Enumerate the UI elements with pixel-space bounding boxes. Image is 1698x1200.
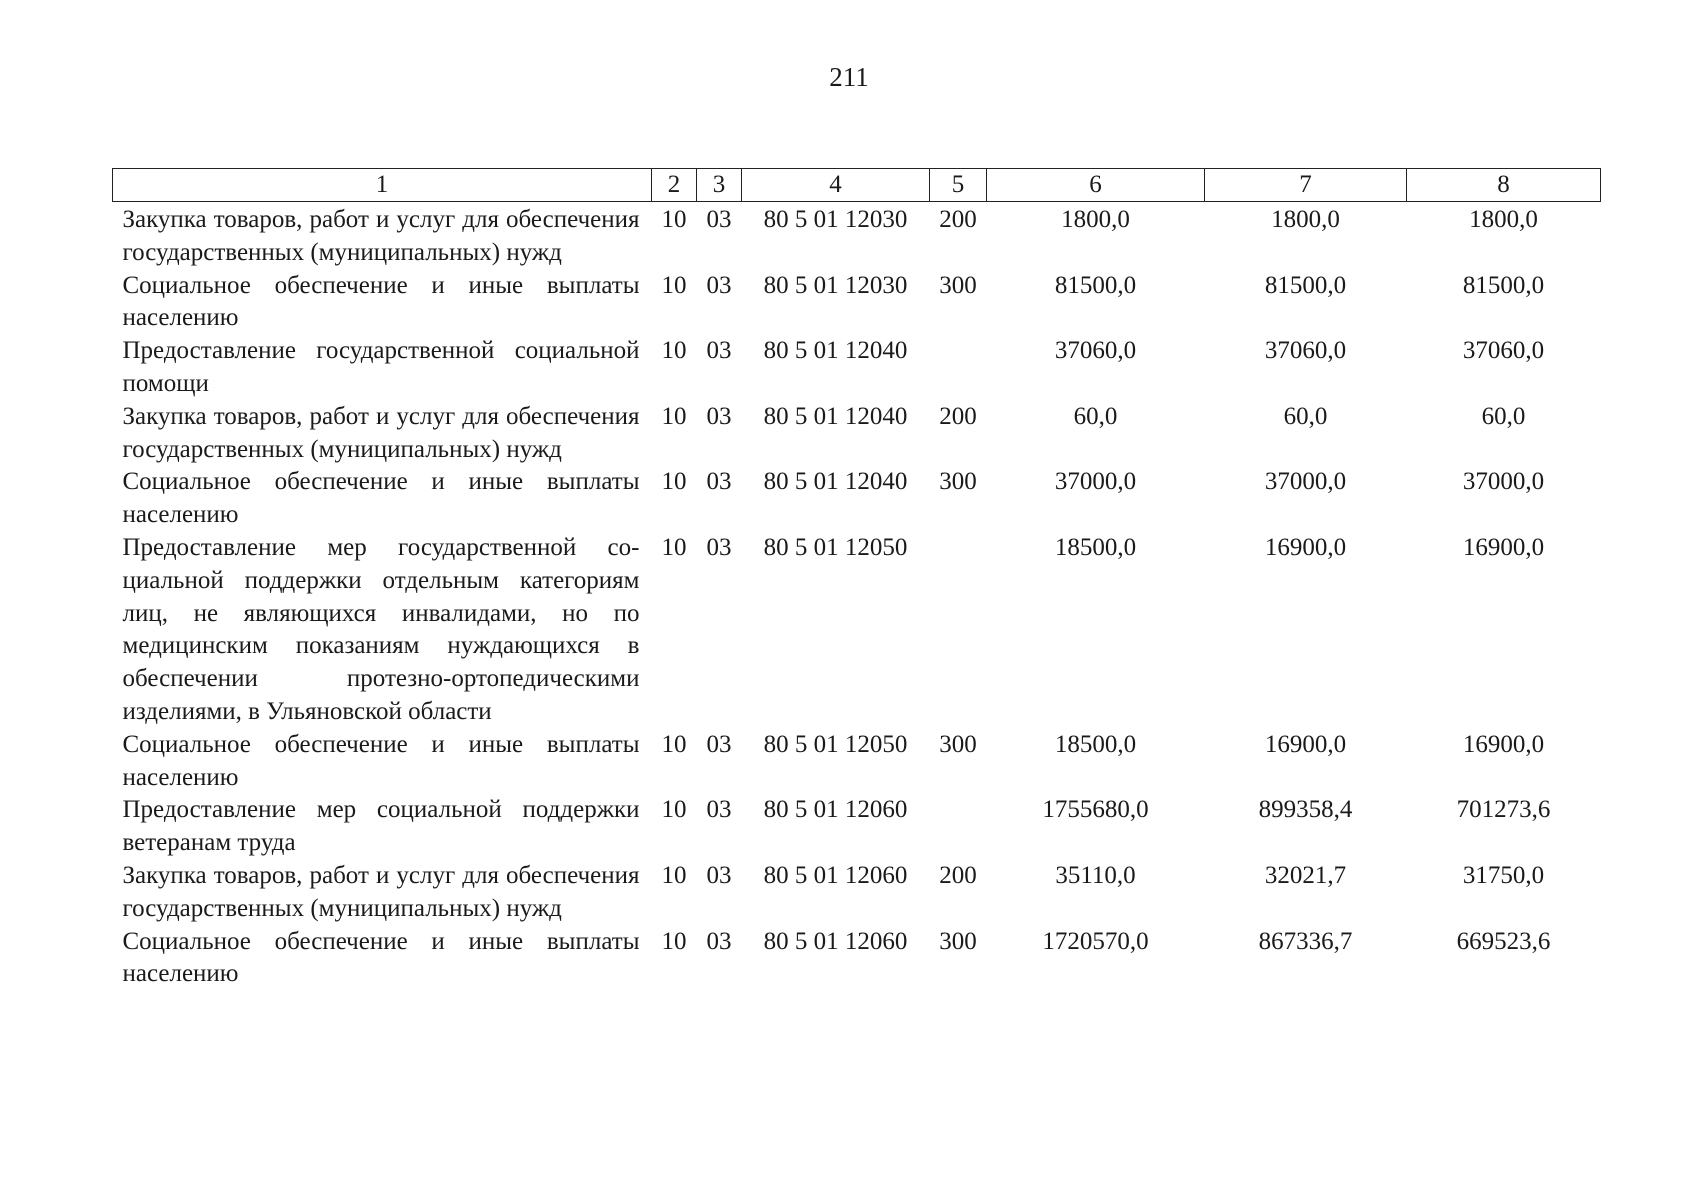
row-section: 10	[661, 796, 687, 824]
row-target-article: 80 5 01 12060	[763, 861, 908, 889]
row-value-col6: 37060,0	[1054, 337, 1137, 365]
row-name: Социальное обеспечение и иные выплаты населению	[122, 730, 640, 791]
row-value-col6: 35110,0	[1055, 861, 1136, 889]
row-value-col6: 18500,0	[1054, 730, 1137, 758]
row-section: 10	[661, 861, 687, 889]
table-row	[113, 466, 1601, 532]
table-row	[113, 532, 1601, 729]
row-value-col8: 669523,6	[1456, 927, 1551, 955]
table-row	[113, 926, 1601, 992]
row-expense-type	[930, 335, 987, 401]
table-row	[113, 860, 1601, 926]
row-subsection: 03	[706, 796, 732, 824]
row-subsection: 03	[706, 533, 732, 561]
row-expense-type	[930, 532, 987, 729]
header-cell-8: 8	[1407, 169, 1601, 202]
row-expense-type: 300	[939, 468, 977, 496]
row-subsection: 03	[706, 927, 732, 955]
row-section: 10	[661, 337, 687, 365]
row-value-col6: 81500,0	[1054, 271, 1137, 299]
table-row	[113, 794, 1601, 860]
row-target-article: 80 5 01 12060	[763, 927, 908, 955]
row-subsection: 03	[706, 206, 732, 233]
row-section: 10	[661, 730, 687, 758]
row-target-article: 80 5 01 12030	[763, 206, 908, 233]
row-value-col6: 37000,0	[1054, 468, 1137, 496]
row-expense-type: 300	[939, 271, 977, 299]
row-value-col8: 37000,0	[1462, 468, 1545, 496]
row-name: Закупка товаров, работ и услуг для обеспечения государственных (муниципальных) нужд	[122, 402, 640, 463]
row-value-col6: 1720570,0	[1042, 927, 1149, 955]
header-cell-3: 3	[697, 169, 742, 202]
row-expense-type: 200	[939, 402, 977, 430]
row-value-col6: 18500,0	[1054, 533, 1137, 561]
row-name: Предоставление мер государственной социальной поддержки отдельным категориям лиц, не являющихся инвалидами, но по медицинским показаниям нуждающихся в обеспечении протезно-ортопедическими изделиями, в Ульяновской области	[122, 533, 640, 725]
row-expense-type: 200	[939, 206, 977, 233]
row-target-article: 80 5 01 12040	[763, 337, 908, 365]
row-name: Закупка товаров, работ и услуг для обеспечения государственных (муниципальных) нужд	[122, 861, 640, 922]
row-target-article: 80 5 01 12040	[763, 402, 908, 430]
header-cell-4: 4	[742, 169, 930, 202]
row-value-col8: 37060,0	[1462, 337, 1545, 365]
row-section: 10	[661, 402, 687, 430]
row-section: 10	[661, 271, 687, 299]
row-value-col6: 60,0	[1073, 402, 1118, 430]
row-name: Предоставление мер социальной поддержки ветеранам труда	[122, 796, 640, 857]
table-row	[113, 729, 1601, 795]
row-expense-type: 300	[939, 730, 977, 758]
page-number: 211	[829, 62, 869, 92]
header-cell-7: 7	[1205, 169, 1407, 202]
row-target-article: 80 5 01 12050	[763, 533, 908, 561]
row-section: 10	[661, 533, 687, 561]
row-section: 10	[661, 206, 687, 233]
row-section: 10	[661, 468, 687, 496]
row-subsection: 03	[706, 730, 732, 758]
row-expense-type: 300	[939, 927, 977, 955]
row-expense-type	[930, 794, 987, 860]
budget-table	[112, 168, 1601, 991]
row-expense-type: 200	[939, 861, 977, 889]
row-value-col7: 81500,0	[1264, 271, 1347, 299]
row-value-col7: 60,0	[1283, 402, 1328, 430]
row-value-col7: 867336,7	[1258, 927, 1353, 955]
row-subsection: 03	[706, 402, 732, 430]
row-subsection: 03	[706, 468, 732, 496]
table-row	[113, 401, 1601, 467]
row-value-col8: 81500,0	[1462, 271, 1545, 299]
row-value-col7: 16900,0	[1264, 730, 1347, 758]
row-value-col7: 37000,0	[1264, 468, 1347, 496]
row-value-col8: 16900,0	[1462, 730, 1545, 758]
row-value-col7: 1800,0	[1271, 206, 1340, 233]
row-name: Закупка товаров, работ и услуг для обеспечения государственных (муниципальных) нужд	[122, 206, 640, 266]
header-cell-2: 2	[652, 169, 697, 202]
row-subsection: 03	[706, 861, 732, 889]
table-row	[113, 270, 1601, 336]
row-target-article: 80 5 01 12030	[763, 271, 908, 299]
table-header-row	[113, 169, 1601, 202]
row-value-col7: 37060,0	[1264, 337, 1347, 365]
header-cell-1: 1	[113, 169, 652, 202]
row-target-article: 80 5 01 12050	[763, 730, 908, 758]
row-target-article: 80 5 01 12060	[763, 796, 908, 824]
header-cell-6: 6	[987, 169, 1205, 202]
row-value-col7: 899358,4	[1258, 796, 1353, 824]
table-body	[113, 202, 1601, 992]
row-name: Предоставление государственной социальной помощи	[122, 337, 640, 397]
row-value-col8: 60,0	[1481, 402, 1526, 430]
header-cell-5: 5	[930, 169, 987, 202]
table-row	[113, 335, 1601, 401]
table-row	[113, 202, 1601, 270]
row-value-col6: 1800,0	[1061, 206, 1130, 233]
row-target-article: 80 5 01 12040	[763, 468, 908, 496]
row-value-col8: 16900,0	[1462, 533, 1545, 561]
row-value-col8: 1800,0	[1469, 206, 1538, 233]
row-value-col6: 1755680,0	[1042, 796, 1149, 824]
row-name: Социальное обеспечение и иные выплаты населению	[122, 468, 640, 529]
row-value-col8: 701273,6	[1456, 796, 1551, 824]
row-name: Социальное обеспечение и иные выплаты населению	[122, 271, 640, 332]
row-subsection: 03	[706, 337, 732, 365]
row-value-col8: 31750,0	[1462, 861, 1545, 889]
row-section: 10	[661, 927, 687, 955]
row-name: Социальное обеспечение и иные выплаты населению	[122, 927, 640, 988]
row-value-col7: 32021,7	[1264, 861, 1347, 889]
row-subsection: 03	[706, 271, 732, 299]
row-value-col7: 16900,0	[1264, 533, 1347, 561]
